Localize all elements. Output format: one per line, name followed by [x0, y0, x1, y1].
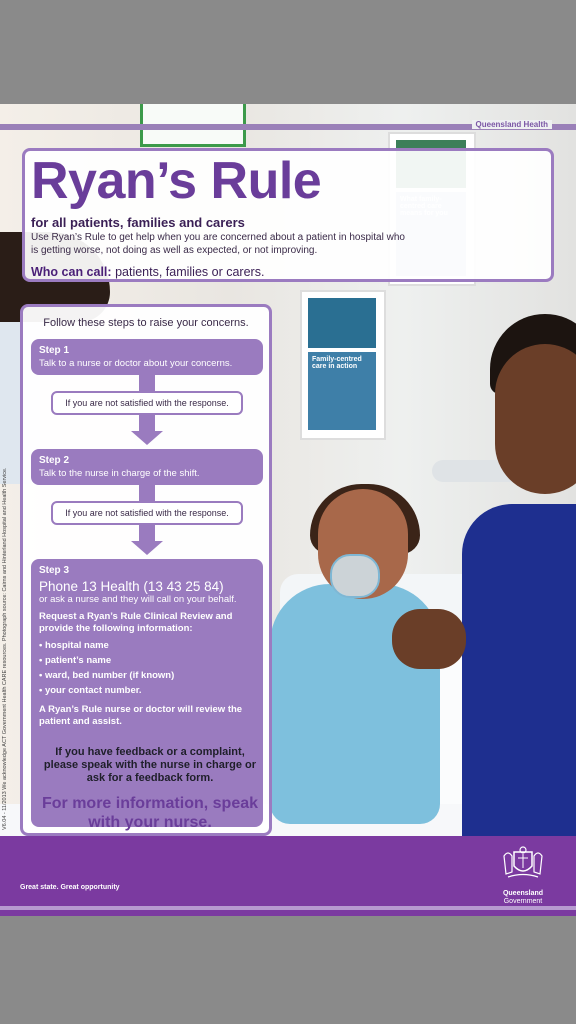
who-can-call-label: Who can call: [31, 265, 112, 279]
not-satisfied-2: If you are not satisfied with the response. [51, 501, 243, 525]
wall-poster-left-caption: Family-centred care in action [308, 352, 376, 430]
side-credit-text: V6.04 - 11/2013 We acknowledge ACT Government Health CARE resources. Photograph source: Cairns and Hinterland Hospital and Health Service. [2, 467, 8, 830]
wall-poster-left [300, 290, 386, 440]
footer-slogan: Great state. Great opportunity [20, 884, 120, 891]
page-title: Ryan’s Rule [31, 152, 322, 210]
connector-1a [139, 375, 155, 391]
step-1-text: Talk to a nurse or doctor about your concerns. [39, 358, 233, 369]
list-item: • your contact number. [39, 683, 255, 698]
list-item: • ward, bed number (if known) [39, 668, 255, 683]
top-brand-label: Queensland Health [472, 120, 552, 129]
footer-line [0, 906, 576, 910]
step-2-label: Step 2 [39, 455, 70, 466]
step-3-request: Request a Ryan’s Rule Clinical Review and provide the following information: [39, 611, 233, 634]
arrow-down-icon [131, 541, 163, 555]
carer-head [495, 344, 576, 494]
carer-hand [392, 609, 466, 669]
step-3-alt: or ask a nurse and they will call on your behalf. [39, 594, 237, 605]
footer-band [0, 836, 576, 916]
intro-text: Use Ryan’s Rule to get help when you are concerned about a patient in hospital who is getting worse, not doing as well as expected, or not improving. [31, 232, 405, 256]
header-panel [22, 148, 554, 282]
step-1-label: Step 1 [39, 345, 70, 356]
more-info-text: For more information, speak with your nurse. [41, 795, 259, 831]
government-name-1: Queensland [502, 890, 544, 897]
subtitle: for all patients, families and carers [31, 215, 245, 230]
government-name-2: Government [503, 898, 543, 905]
step-3-info-list [39, 638, 255, 698]
oxygen-mask [330, 554, 380, 598]
step-1 [31, 339, 263, 375]
poster [0, 104, 576, 916]
step-2-text: Talk to the nurse in charge of the shift. [39, 468, 200, 479]
not-satisfied-1: If you are not satisfied with the response. [51, 391, 243, 415]
step-3-review: A Ryan’s Rule nurse or doctor will review the patient and assist. [39, 704, 243, 727]
connector-2a [139, 485, 155, 501]
arrow-down-icon [131, 431, 163, 445]
list-item: • hospital name [39, 638, 255, 653]
who-can-call-value: patients, families or carers. [115, 265, 265, 279]
step-3 [31, 559, 263, 827]
connector-2b [139, 525, 155, 541]
step-2 [31, 449, 263, 485]
list-item: • patient’s name [39, 653, 255, 668]
feedback-text: If you have feedback or a complaint, please speak with the nurse in charge or ask for a feedback form. [43, 746, 257, 784]
government-name [492, 890, 554, 906]
queensland-crest-icon [500, 846, 546, 880]
steps-heading: Follow these steps to raise your concerns. [43, 317, 249, 329]
connector-1b [139, 415, 155, 431]
step-3-label: Step 3 [39, 565, 70, 576]
who-can-call [31, 265, 264, 279]
step-3-phone: Phone 13 Health (13 43 25 84) [39, 579, 224, 594]
